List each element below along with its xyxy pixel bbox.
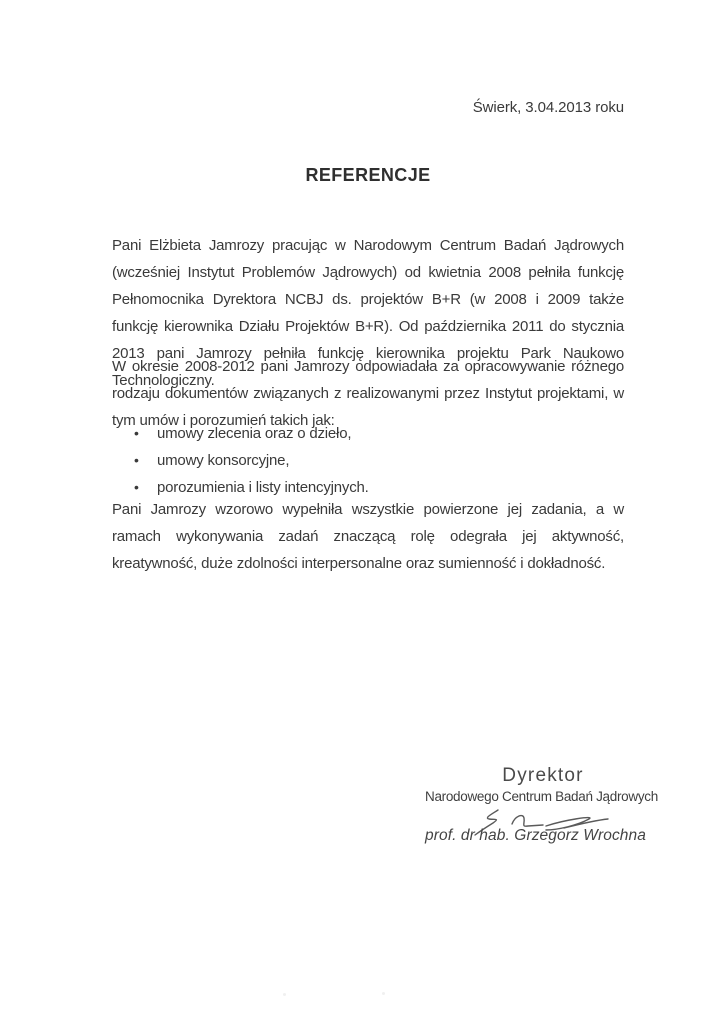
paragraph-responsibilities: W okresie 2008-2012 pani Jamrozy odpowiadała za opracowywanie różnego rodzaju dokumentów związanych z realizowanymi przez Instytut projektami, w tym umów i porozumień takich jak:	[112, 358, 624, 429]
signature-block	[425, 765, 658, 846]
paragraph-evaluation: Pani Jamrozy wzorowo wypełniła wszystkie powierzone jej zadania, a w ramach wykonywania zadań znaczącą rolę odegrała jej aktywność, kreatywność, duże zdolności interpersonalne oraz sumienność i dokładność.	[112, 501, 624, 572]
bullet-dot: •	[134, 479, 139, 495]
bullet-text: porozumienia i listy intencyjnych.	[157, 479, 369, 496]
paragraph-employment-history: Pani Elżbieta Jamrozy pracując w Narodowym Centrum Badań Jądrowych (wcześniej Instytut Problemów Jądrowych) od kwietnia 2008 pełniła funkcję Pełnomocnika Dyrektora NCBJ ds. projektów B+R (w 2008 i 2009 także funkcję kierownika Działu Projektów B+R). Od października 2011 do stycznia 2013 pani Jamrozy pełniła funkcję kierownika projektu Park Naukowo Technologiczny.	[112, 237, 624, 389]
bullet-text: umowy zlecenia oraz o dzieło,	[157, 425, 352, 442]
signature-role: Dyrektor	[502, 765, 584, 786]
bullet-dot: •	[134, 425, 139, 441]
scan-speck	[382, 992, 385, 995]
date-line: Świerk, 3.04.2013 roku	[472, 99, 624, 116]
bullet-list	[112, 420, 624, 501]
scan-speck	[283, 993, 286, 996]
list-item	[134, 420, 624, 447]
document-title: REFERENCJE	[305, 165, 431, 185]
signatory-name: prof. dr hab. Grzegorz Wrochna	[425, 827, 646, 844]
list-item	[134, 447, 624, 474]
bullet-text: umowy konsorcyjne,	[157, 452, 290, 469]
bullet-dot: •	[134, 452, 139, 468]
signature-organization: Narodowego Centrum Badań Jądrowych	[425, 789, 658, 804]
